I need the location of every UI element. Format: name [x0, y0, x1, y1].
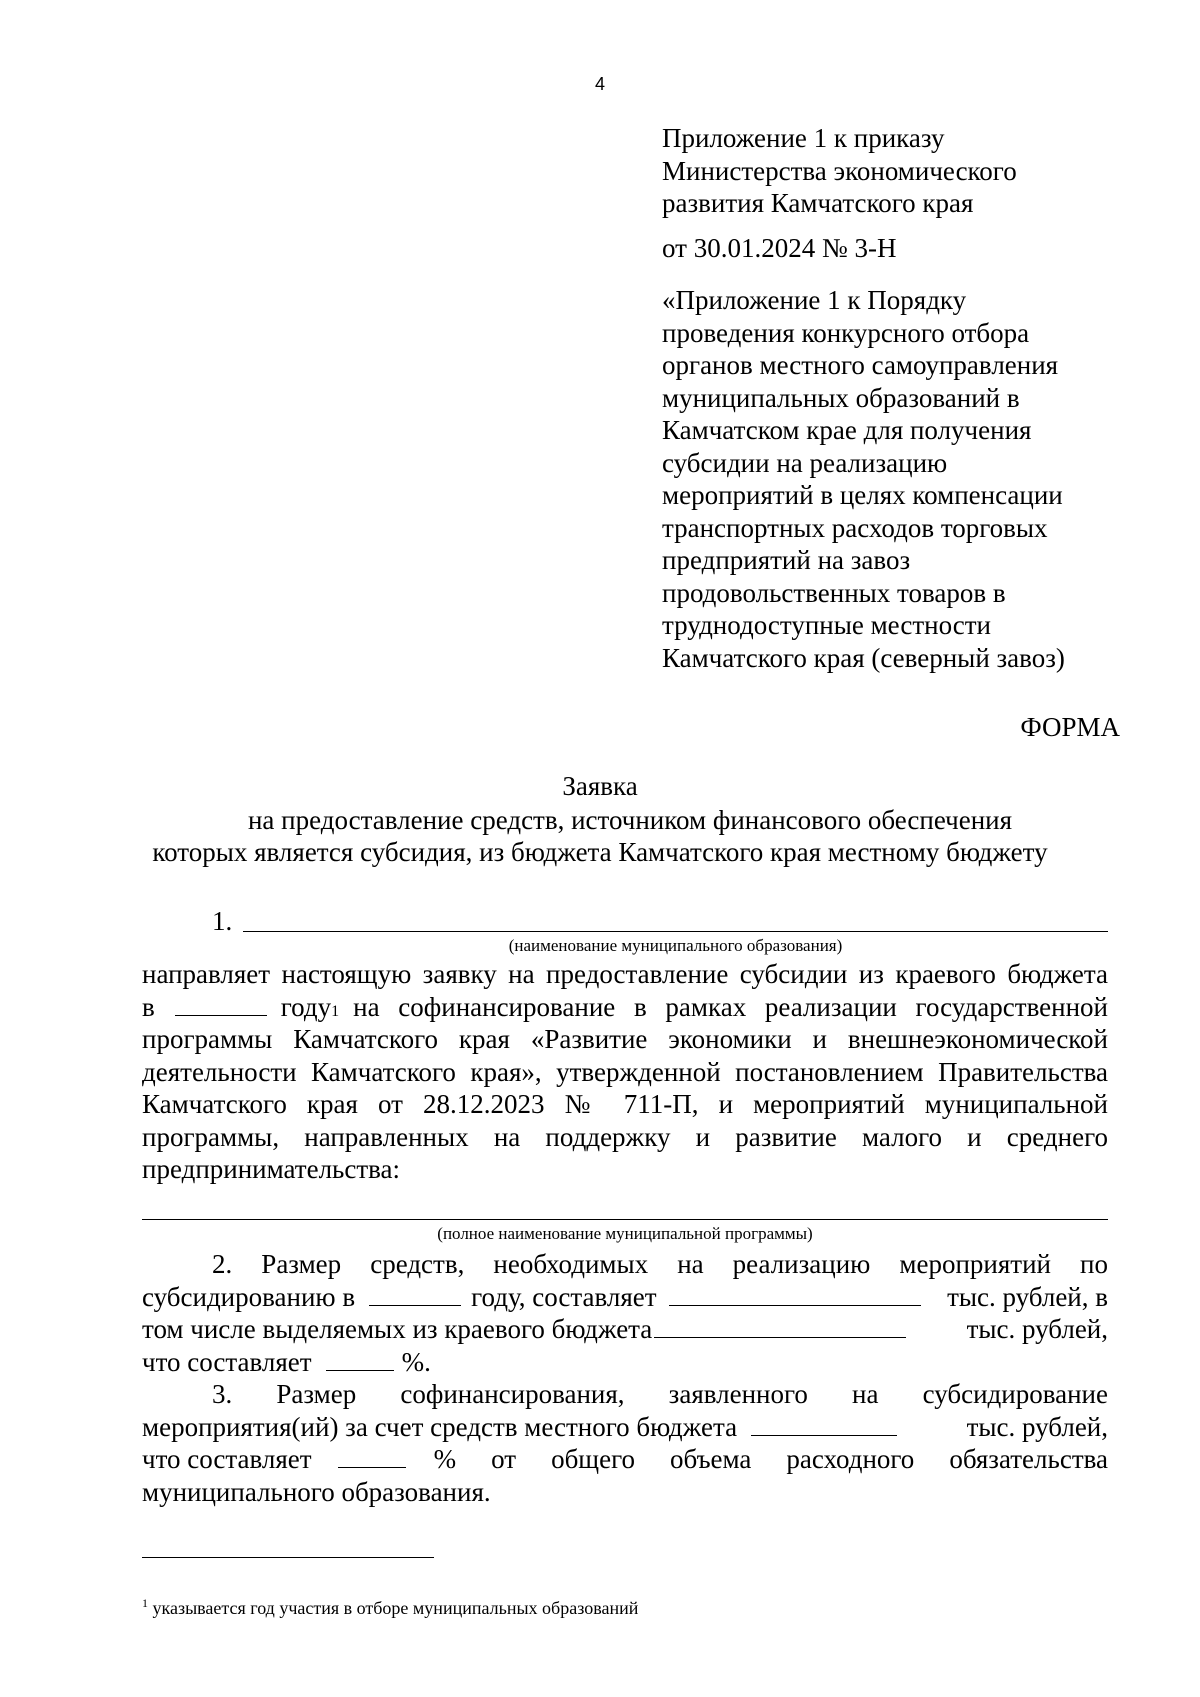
text-fragment: на софинансирование в рамках реализации государственной [353, 992, 1108, 1022]
paragraph-line: деятельности Камчатского края», утвержденной постановлением Правительства [142, 1057, 1108, 1087]
text-fragment: что составляет [142, 1347, 312, 1377]
annex-line: мероприятий в целях компенсации [662, 480, 1063, 510]
paragraph-line [142, 1281, 1108, 1314]
annex-line: муниципальных образований в [662, 382, 1020, 413]
header-line: развития Камчатского края [662, 188, 974, 218]
paragraph-line [142, 1443, 1108, 1476]
paragraph-line: муниципального образования. [142, 1477, 491, 1507]
paragraph-line: предпринимательства: [142, 1154, 401, 1184]
request-subtitle: на предоставление средств, источником финансового обеспечения [247, 805, 1013, 835]
text-fragment: %. [401, 1347, 431, 1377]
annex-line: продовольственных товаров в [662, 577, 1006, 608]
paragraph-line: 3. Размер софинансирования, заявленного на субсидирование [212, 1379, 1108, 1409]
local-budget-amount-field[interactable] [751, 1413, 897, 1436]
annex-line: транспортных расходов торговых [662, 512, 1048, 543]
paragraph-line: Камчатского края от 28.12.2023 № 711-П, и мероприятий муниципальной [142, 1089, 1108, 1119]
regional-budget-amount-field[interactable] [654, 1315, 906, 1338]
paragraph-line [142, 1411, 1108, 1444]
header-line: Министерства экономического [662, 155, 1017, 186]
paragraph-line: в году 1 на софинансирование в рамках реализации государственной [142, 992, 1108, 1022]
total-amount-field[interactable] [669, 1283, 921, 1306]
annex-line: предприятий на завоз [662, 545, 911, 575]
annex-line: Камчатском крае для получения [662, 415, 1032, 445]
text-fragment: году [280, 992, 332, 1022]
year-field[interactable] [369, 1283, 461, 1306]
field-caption: (наименование муниципального образования) [508, 936, 843, 955]
municipality-name-field[interactable] [243, 931, 1108, 932]
field-caption: (полное наименование муниципальной программы) [437, 1224, 813, 1243]
text-fragment: году, составляет [471, 1282, 657, 1312]
footnote-text: указывается год участия в отборе муниципальных образований [152, 1598, 639, 1618]
form-label: ФОРМА [1020, 712, 1120, 742]
request-title: Заявка [562, 771, 638, 801]
text-fragment: том числе выделяемых из краевого бюджета [142, 1314, 653, 1344]
page-number: 4 [594, 74, 605, 94]
text-fragment: мероприятия(ий) за счет средств местного бюджета [142, 1412, 738, 1442]
percent-field[interactable] [326, 1348, 394, 1371]
text-fragment: тыс. рублей, [966, 1314, 1108, 1344]
paragraph-line [142, 1313, 1108, 1346]
municipal-program-field[interactable] [142, 1219, 1108, 1220]
annex-line: «Приложение 1 к Порядку [662, 285, 967, 315]
footnote-mark: 1 [142, 1596, 148, 1610]
text-fragment: что составляет [142, 1444, 312, 1474]
item-1-number: 1. [212, 906, 233, 936]
paragraph-line: направляет настоящую заявку на предоставление субсидии из краевого бюджета [142, 959, 1108, 989]
annex-line: органов местного самоуправления [662, 350, 1059, 380]
footnote [142, 1598, 638, 1619]
order-date-line: от 30.01.2024 № 3-Н [662, 233, 897, 263]
paragraph-line: программы, направленных на поддержку и развитие малого и среднего [142, 1122, 1108, 1152]
request-subtitle: которых является субсидия, из бюджета Камчатского края местному бюджету [152, 837, 1048, 867]
text-fragment: тыс. рублей, в [947, 1282, 1108, 1312]
appendix-header [662, 122, 1017, 220]
annex-line: проведения конкурсного отбора [662, 317, 1030, 348]
annex-line: субсидии на реализацию [662, 447, 948, 478]
footnote-divider [142, 1557, 434, 1558]
annex-line: труднодоступные местности [662, 610, 991, 640]
text-fragment: % от общего объема расходного обязательства [433, 1444, 1108, 1474]
text-fragment: субсидированию в [142, 1282, 356, 1312]
year-field[interactable] [175, 993, 267, 1016]
text-fragment: в [142, 992, 155, 1022]
paragraph-line: программы Камчатского края «Развитие экономики и внешнеэкономической [142, 1024, 1108, 1054]
paragraph-line [142, 1346, 431, 1379]
percent-field[interactable] [338, 1445, 406, 1468]
paragraph-line: 2. Размер средств, необходимых на реализацию мероприятий по [212, 1249, 1108, 1279]
header-line: Приложение 1 к приказу [662, 123, 945, 153]
annex-reference [662, 284, 1065, 674]
annex-line: Камчатского края (северный завоз) [662, 642, 1065, 673]
text-fragment: тыс. рублей, [966, 1412, 1108, 1442]
